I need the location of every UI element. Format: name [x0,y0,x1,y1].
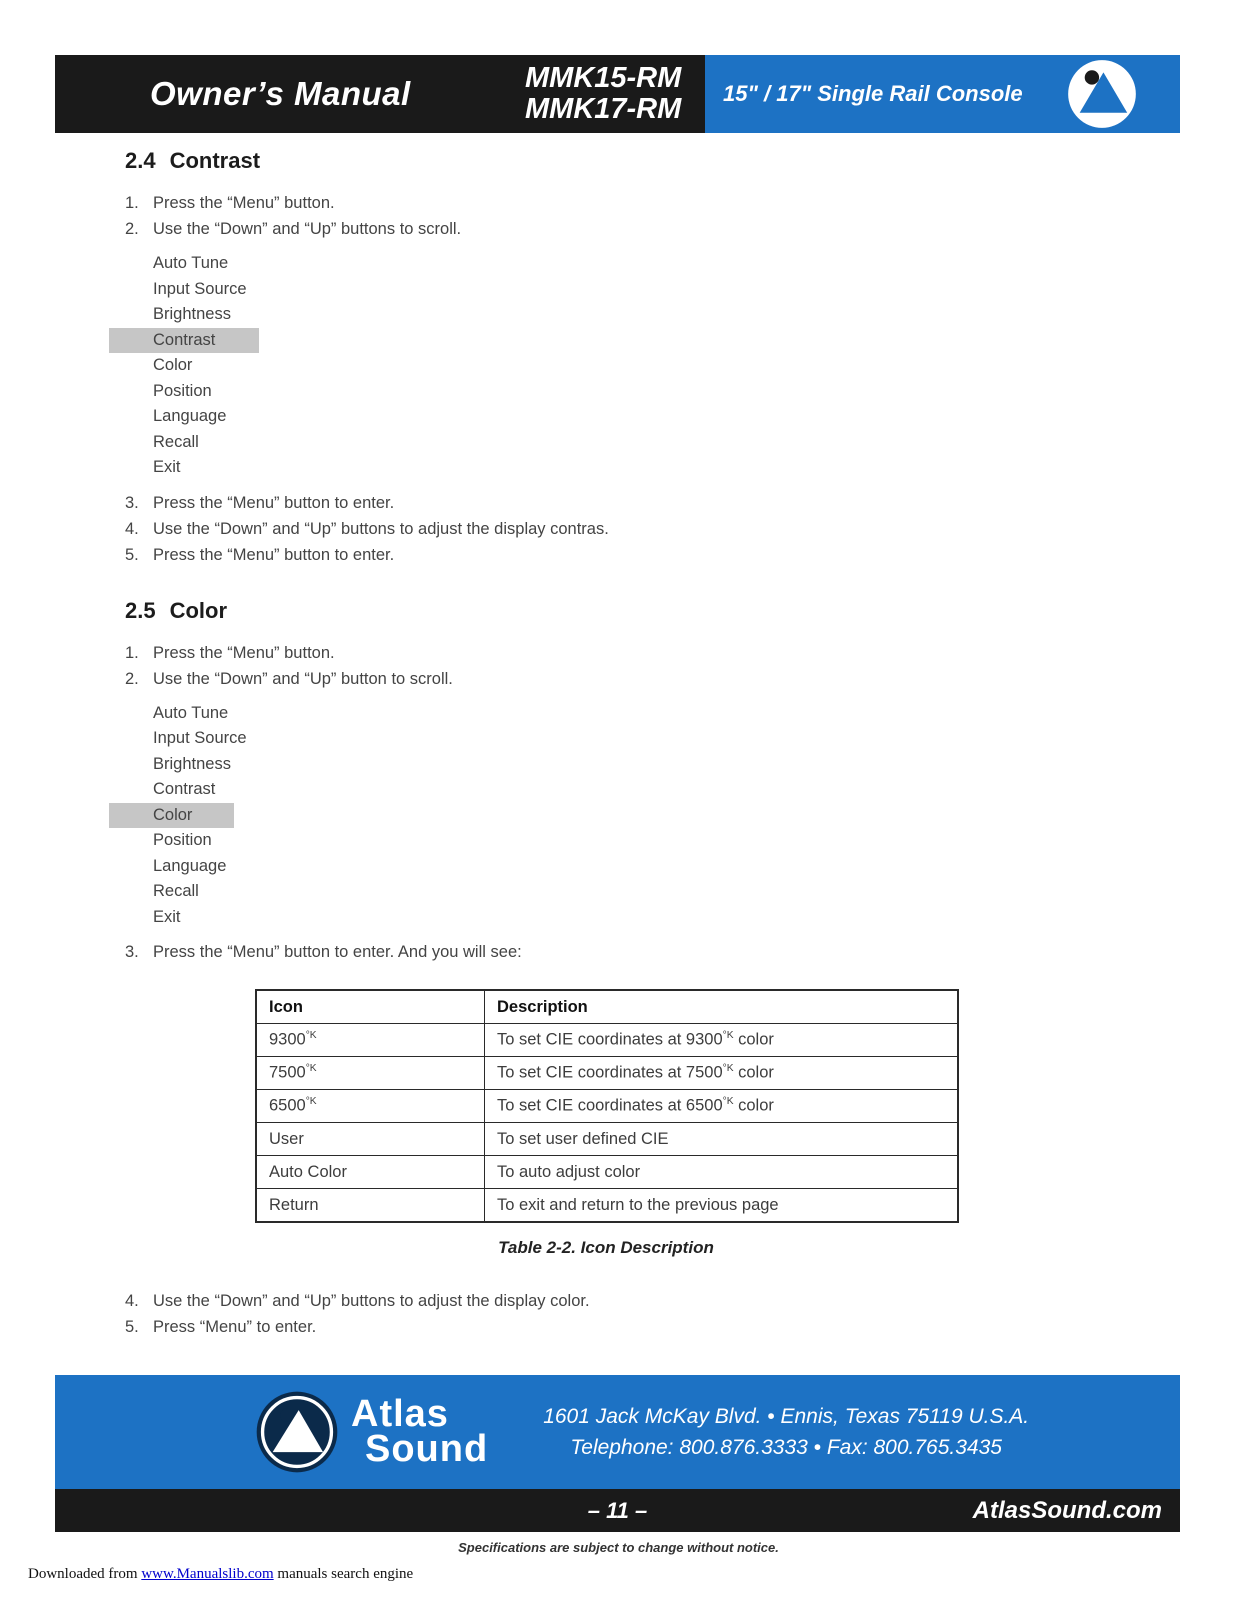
step-number: 4. [125,1292,139,1310]
table-row-7500k [256,1057,958,1090]
step-number: 2. [125,220,139,238]
step-number: 4. [125,519,139,538]
model-numbers [525,63,681,125]
step-number: 2. [125,669,139,688]
step-item [125,666,1085,692]
menu-item-position: Position [153,381,212,400]
final-steps [125,1288,1085,1340]
brand-line-2: Sound [365,1428,489,1470]
step-number: 5. [125,545,139,564]
phone-line: Telephone: 800.876.3333 • Fax: 800.765.3435 [570,1436,1002,1459]
brand-line-1: Atlas [351,1393,449,1435]
menu-item-contrast: Contrast [153,780,216,798]
step-text: Press the “Menu” button. [153,194,335,212]
step-text: Use the “Down” and “Up” buttons to adjust the display color. [153,1292,590,1310]
step-text: Use the “Down” and “Up” buttons to adjust the display contras. [153,519,609,538]
menu-item-recall: Recall [153,882,199,900]
table-row-auto-color [256,1156,958,1189]
menu-item-exit: Exit [153,907,181,926]
menu-item-language: Language [153,407,227,425]
brand-wordmark [351,1393,489,1470]
manual-title: Owner’s Manual [150,75,411,112]
desc-cell-sup: °K [722,1063,734,1075]
step-item [125,190,1085,216]
footer-bar [55,1375,1180,1489]
desc-cell: To set CIE coordinates at 9300 [497,1030,723,1049]
step-number: 5. [125,1318,139,1336]
menu-item-color: Color [153,356,193,374]
menu-item-brightness: Brightness [153,754,231,773]
step-text: Use the “Down” and “Up” button to scroll. [153,669,453,688]
step-number: 1. [125,643,139,662]
desc-cell: To set CIE coordinates at 6500 [497,1096,723,1115]
table-caption: Table 2-2. Icon Description [498,1238,714,1257]
header-bar [55,55,1180,133]
desc-cell: To exit and return to the previous page [497,1195,779,1214]
desc-cell-post: color [733,1096,774,1115]
menu-item-auto-tune: Auto Tune [153,254,229,272]
desc-cell-post: color [733,1030,774,1049]
step-item [125,1288,1085,1314]
menu-item-contrast-highlighted: Contrast [109,328,259,354]
page-content [125,148,1085,1340]
icon-cell-sup: °K [305,1063,317,1075]
step-item [125,216,1085,242]
osd-menu-list-color [153,701,1085,931]
step-item [125,516,1085,542]
icon-cell: 9300 [269,1030,306,1049]
desc-cell-sup: °K [722,1030,734,1042]
section-number: 2.5 [125,597,156,623]
step-text: Press the “Menu” button to enter. [153,545,395,564]
disclaimer-text: Specifications are subject to change without notice. [458,1540,779,1555]
product-subtitle: 15" / 17" Single Rail Console [723,81,1023,106]
menu-item-auto-tune: Auto Tune [153,703,229,722]
model-line-2: MMK17-RM [525,93,682,125]
icon-cell: Auto Color [269,1162,347,1181]
menu-item-color-highlighted: Color [109,803,234,829]
table-header-icon: Icon [256,990,485,1024]
table-row-6500k [256,1090,958,1123]
icon-cell: 7500 [269,1063,306,1082]
footer-black-bar [55,1489,1180,1532]
section-title: Contrast [169,148,261,173]
step-text: Press the “Menu” button to enter. And you will see: [153,943,522,961]
desc-cell-sup: °K [722,1096,734,1108]
step-text: Press the “Menu” button. [153,643,335,662]
table-row-user [256,1123,958,1156]
step-number: 3. [125,493,139,512]
atlas-logo-icon [1066,58,1138,130]
desc-cell: To auto adjust color [497,1162,641,1181]
osd-menu-list-contrast [153,251,1085,481]
menu-item-language: Language [153,856,227,875]
section-heading-color [125,598,1085,624]
step-number: 1. [125,194,139,212]
menu-item-input-source: Input Source [153,729,247,747]
icon-description-table [255,989,959,1223]
manualslib-link[interactable]: www.Manualslib.com [141,1566,274,1582]
address-line: 1601 Jack McKay Blvd. • Ennis, Texas 75119 U.S.A. [543,1405,1030,1428]
menu-item-input-source: Input Source [153,279,247,298]
section-heading-contrast [125,148,1085,174]
menu-item-position: Position [153,831,212,849]
download-prefix: Downloaded from [28,1566,142,1582]
atlas-sound-logo-icon [255,1390,339,1474]
icon-cell: Return [269,1195,319,1214]
icon-cell: 6500 [269,1096,306,1115]
step-item [125,490,1085,516]
step-item [125,939,1085,965]
company-address [543,1401,1029,1463]
step-text: Use the “Down” and “Up” buttons to scroll. [153,220,462,238]
section-title: Color [169,597,228,623]
table-row-9300k [256,1024,958,1057]
desc-cell-post: color [733,1063,774,1082]
section-number: 2.4 [125,148,156,173]
website-text: AtlasSound.com [972,1496,1162,1524]
step-item [125,542,1085,568]
icon-cell: User [269,1129,304,1148]
step-item [125,640,1085,666]
page-number: – 11 – [587,1497,648,1523]
step-item [125,1314,1085,1340]
icon-cell-sup: °K [305,1030,317,1042]
model-line-1: MMK15-RM [525,62,682,94]
step-text: Press “Menu” to enter. [153,1318,317,1336]
download-note [28,1566,413,1583]
menu-item-recall: Recall [153,432,199,451]
table-header-description: Description [485,990,959,1024]
menu-item-brightness: Brightness [153,305,231,323]
download-suffix: manuals search engine [273,1566,414,1582]
desc-cell: To set user defined CIE [497,1129,669,1148]
icon-cell-sup: °K [305,1096,317,1108]
table-row-return [256,1189,958,1223]
table-header-row [256,990,958,1024]
icon-table-wrap [255,989,957,1223]
menu-item-exit: Exit [153,458,181,476]
step-number: 3. [125,943,139,961]
step-text: Press the “Menu” button to enter. [153,493,395,512]
desc-cell: To set CIE coordinates at 7500 [497,1063,723,1082]
